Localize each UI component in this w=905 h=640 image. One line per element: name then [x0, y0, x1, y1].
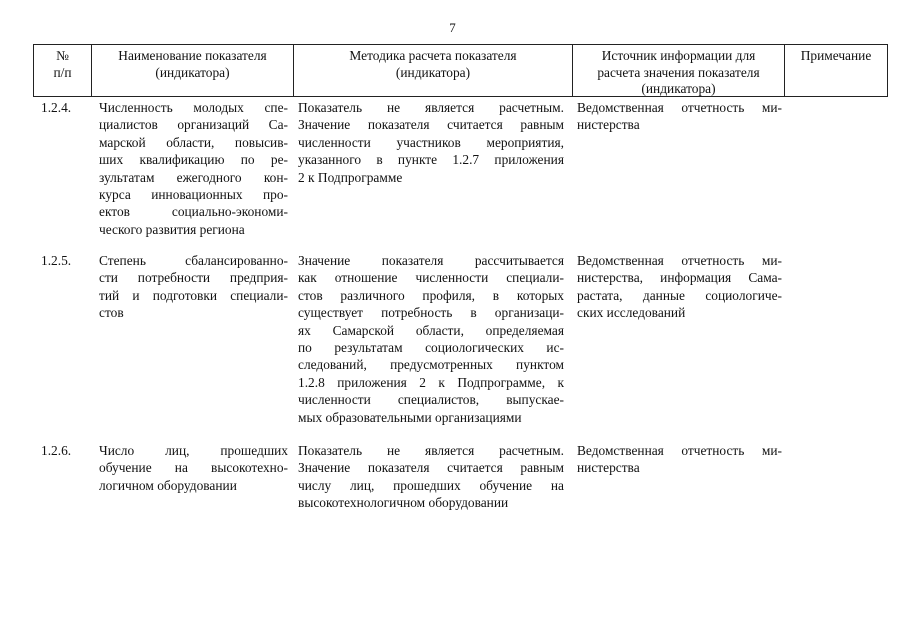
- information-source: Ведомственная отчетность ми- нистерства: [577, 443, 782, 476]
- indicator-name: Степень сбалансированно- сти потребности предприя- тий и подготовки специали- стов: [99, 253, 288, 321]
- calculation-method: Значение показателя рассчитывается как отношение численности специали- стов различного профиля, в которых существует потребность в организаци- ях Самарской области, определяемая по результатам социологических ис- следований, предусмотренных пунктом 1.2.8 приложения 2 к Подпрограмме, к численности специалистов, выпускае- мых образовательными организациями: [298, 253, 564, 425]
- calculation-method: Показатель не является расчетным. Значение показателя считается равным числу лиц, прошедших обучение на высокотехнологичном оборудовании: [298, 443, 564, 511]
- information-source: Ведомственная отчетность ми- нистерства, информация Сама- растата, данные социологиче- ских исследований: [577, 253, 782, 321]
- header-num: № п/п: [34, 45, 92, 96]
- row-number: 1.2.6.: [41, 443, 72, 458]
- calculation-method: Показатель не является расчетным. Значение показателя считается равным численности участников мероприятия, указанного в пункте 1.2.7 приложения 2 к Подпрограмме: [298, 100, 564, 185]
- header-method: Методика расчета показателя (индикатора): [294, 45, 573, 96]
- page-number: 7: [449, 20, 456, 35]
- row-number: 1.2.5.: [41, 253, 72, 268]
- information-source: Ведомственная отчетность ми- нистерства: [577, 100, 782, 133]
- header-note: Примечание: [800, 48, 872, 63]
- indicator-name: Число лиц, прошедших обучение на высокотехно- логичном оборудовании: [99, 443, 288, 493]
- indicator-name: Численность молодых спе- циалистов организаций Са- марской области, повысив- ших квалификацию по ре- зультатам ежегодного кон- курса инновационных про- ектов социально-экономи- ческого развития региона: [99, 100, 288, 237]
- header-source: Источник информации для расчета значения показателя (индикатора): [573, 45, 785, 96]
- table-header: [33, 44, 888, 97]
- header-name: Наименование показателя (индикатора): [92, 45, 294, 96]
- row-number: 1.2.4.: [41, 100, 72, 115]
